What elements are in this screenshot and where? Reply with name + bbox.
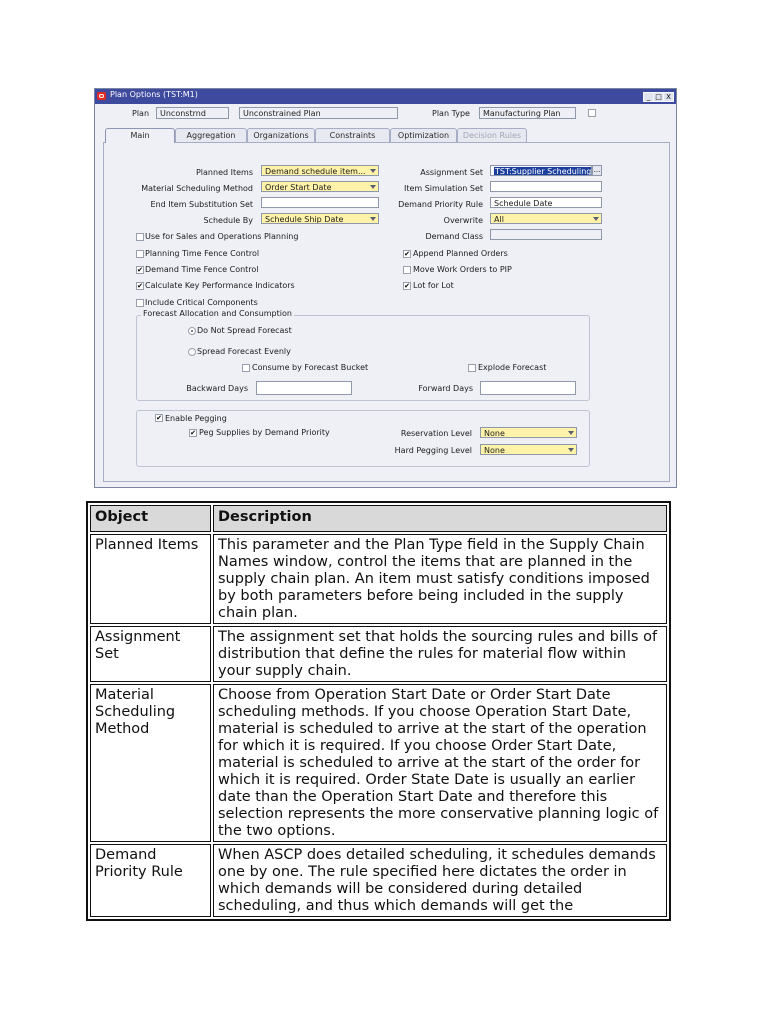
window-title: Plan Options (TST:M1) <box>110 90 198 99</box>
reservation-level-label: Reservation Level <box>400 429 472 438</box>
planning-time-fence-checkbox[interactable] <box>136 250 144 258</box>
kpi-label: Calculate Key Performance Indicators <box>145 281 295 290</box>
sales-ops-label: Use for Sales and Operations Planning <box>145 232 299 241</box>
dropdown-icon <box>370 169 376 173</box>
no-spread-radio[interactable] <box>188 327 196 335</box>
material-scheduling-label: Material Scheduling Method <box>141 184 253 193</box>
demand-priority-field[interactable]: Schedule Date <box>490 197 602 208</box>
row-object: Assignment Set <box>90 626 211 682</box>
assignment-set-lov-button[interactable]: ... <box>593 166 601 174</box>
spread-evenly-label: Spread Forecast Evenly <box>197 347 291 356</box>
peg-supplies-checkbox[interactable]: ✔ <box>190 429 196 437</box>
overwrite-label: Overwrite <box>443 216 483 225</box>
move-work-orders-label: Move Work Orders to PIP <box>413 265 512 274</box>
tab-main[interactable]: Main <box>105 128 175 143</box>
plan-type-field[interactable]: Manufacturing Plan <box>479 107 576 119</box>
assignment-set-field[interactable]: TST:Supplier Scheduling <box>490 165 592 176</box>
critical-components-checkbox[interactable] <box>136 299 144 307</box>
schedule-by-label: Schedule By <box>203 216 253 225</box>
table-row <box>90 684 667 842</box>
header-object: Object <box>90 505 211 532</box>
tab-decision-rules[interactable]: Decision Rules <box>457 128 527 142</box>
sales-ops-checkbox[interactable] <box>136 233 144 241</box>
dropdown-icon <box>370 185 376 189</box>
consume-by-bucket-checkbox[interactable] <box>242 364 250 372</box>
object-description-table <box>86 501 671 921</box>
row-object: Demand Priority Rule <box>90 844 211 917</box>
reservation-level-select[interactable]: None <box>480 427 577 438</box>
spread-evenly-radio[interactable] <box>188 348 196 356</box>
maximize-icon[interactable]: □ <box>653 92 664 102</box>
lot-for-lot-checkbox[interactable]: ✔ <box>404 282 410 290</box>
close-icon[interactable]: X <box>663 92 674 102</box>
backward-days-field[interactable] <box>256 381 352 395</box>
move-work-orders-checkbox[interactable] <box>403 266 411 274</box>
table-row <box>90 844 667 917</box>
critical-components-label: Include Critical Components <box>145 298 258 307</box>
tab-optimization[interactable]: Optimization <box>390 128 457 142</box>
plan-field[interactable]: Unconstrnd <box>156 107 229 119</box>
minimize-icon[interactable]: _ <box>643 92 654 102</box>
enable-pegging-checkbox[interactable]: ✔ <box>156 414 162 422</box>
row-description: When ASCP does detailed scheduling, it schedules demands one by one. The rule specified here dictates the order in which demands will be considered during detailed scheduling, and thus which demands will get the <box>213 844 667 917</box>
end-item-substitution-field[interactable] <box>261 197 379 208</box>
planning-time-fence-label: Planning Time Fence Control <box>145 249 260 258</box>
end-item-substitution-label: End Item Substitution Set <box>150 200 253 209</box>
row-object: Material Scheduling Method <box>90 684 211 842</box>
demand-class-field[interactable] <box>490 229 602 240</box>
item-simulation-label: Item Simulation Set <box>403 184 483 193</box>
table-row <box>90 626 667 682</box>
no-spread-label: Do Not Spread Forecast <box>197 326 292 335</box>
planned-items-label: Planned Items <box>195 168 253 177</box>
plan-options-window <box>94 88 677 488</box>
append-planned-orders-checkbox[interactable]: ✔ <box>404 250 410 258</box>
demand-class-label: Demand Class <box>425 232 483 241</box>
row-description: Choose from Operation Start Date or Order Start Date scheduling methods. If you choose Operation Start Date, material is scheduled to arrive at the start of the operation for which it is required. If you choose Order Start Date, material is scheduled to arrive at the start of the order for which it is required. Order State Date is usually an earlier date than the Operation Start Date and therefore this selection represents the more conservative planning logic of the two options. <box>213 684 667 842</box>
tab-constraints[interactable]: Constraints <box>315 128 390 142</box>
oracle-app-icon <box>97 92 106 100</box>
forecast-group-legend: Forecast Allocation and Consumption <box>143 309 292 318</box>
tab-organizations[interactable]: Organizations <box>247 128 315 142</box>
plan-label: Plan <box>132 109 150 118</box>
plan-type-label: Plan Type <box>432 109 470 118</box>
consume-by-bucket-label: Consume by Forecast Bucket <box>252 363 369 372</box>
lot-for-lot-label: Lot for Lot <box>413 281 454 290</box>
dropdown-icon <box>370 217 376 221</box>
window-titlebar[interactable] <box>95 89 676 104</box>
explode-forecast-label: Explode Forecast <box>478 363 547 372</box>
hard-pegging-select[interactable]: None <box>480 444 577 455</box>
forward-days-label: Forward Days <box>418 384 473 393</box>
demand-priority-label: Demand Priority Rule <box>398 200 483 209</box>
planned-items-select[interactable]: Demand schedule item... <box>261 165 379 176</box>
tab-aggregation[interactable]: Aggregation <box>175 128 247 142</box>
table-header-row <box>90 505 667 532</box>
row-object: Planned Items <box>90 534 211 624</box>
dropdown-icon <box>568 431 574 435</box>
forward-days-field[interactable] <box>480 381 576 395</box>
kpi-checkbox[interactable]: ✔ <box>137 282 143 290</box>
item-simulation-field[interactable] <box>490 181 602 192</box>
dropdown-icon <box>568 448 574 452</box>
row-description: The assignment set that holds the sourcing rules and bills of distribution that define the rules for material flow within your supply chain. <box>213 626 667 682</box>
append-planned-orders-label: Append Planned Orders <box>413 249 508 258</box>
header-description: Description <box>213 505 667 532</box>
schedule-by-select[interactable]: Schedule Ship Date <box>261 213 379 224</box>
demand-time-fence-label: Demand Time Fence Control <box>145 265 259 274</box>
peg-supplies-label: Peg Supplies by Demand Priority <box>199 428 330 437</box>
row-description: This parameter and the Plan Type field in the Supply Chain Names window, control the items that are planned in the supply chain plan. An item must satisfy conditions imposed by both parameters before being included in the supply chain plan. <box>213 534 667 624</box>
enable-pegging-label: Enable Pegging <box>165 414 227 423</box>
explode-forecast-checkbox[interactable] <box>468 364 476 372</box>
assignment-set-label: Assignment Set <box>420 168 483 177</box>
overwrite-select[interactable]: All <box>490 213 602 224</box>
plan-description-field[interactable]: Unconstrained Plan <box>239 107 398 119</box>
demand-time-fence-checkbox[interactable]: ✔ <box>137 266 143 274</box>
material-scheduling-select[interactable]: Order Start Date <box>261 181 379 192</box>
dropdown-icon <box>593 217 599 221</box>
table-row <box>90 534 667 624</box>
hard-pegging-label: Hard Pegging Level <box>394 446 472 455</box>
plan-type-checkbox[interactable] <box>588 109 596 117</box>
backward-days-label: Backward Days <box>186 384 248 393</box>
